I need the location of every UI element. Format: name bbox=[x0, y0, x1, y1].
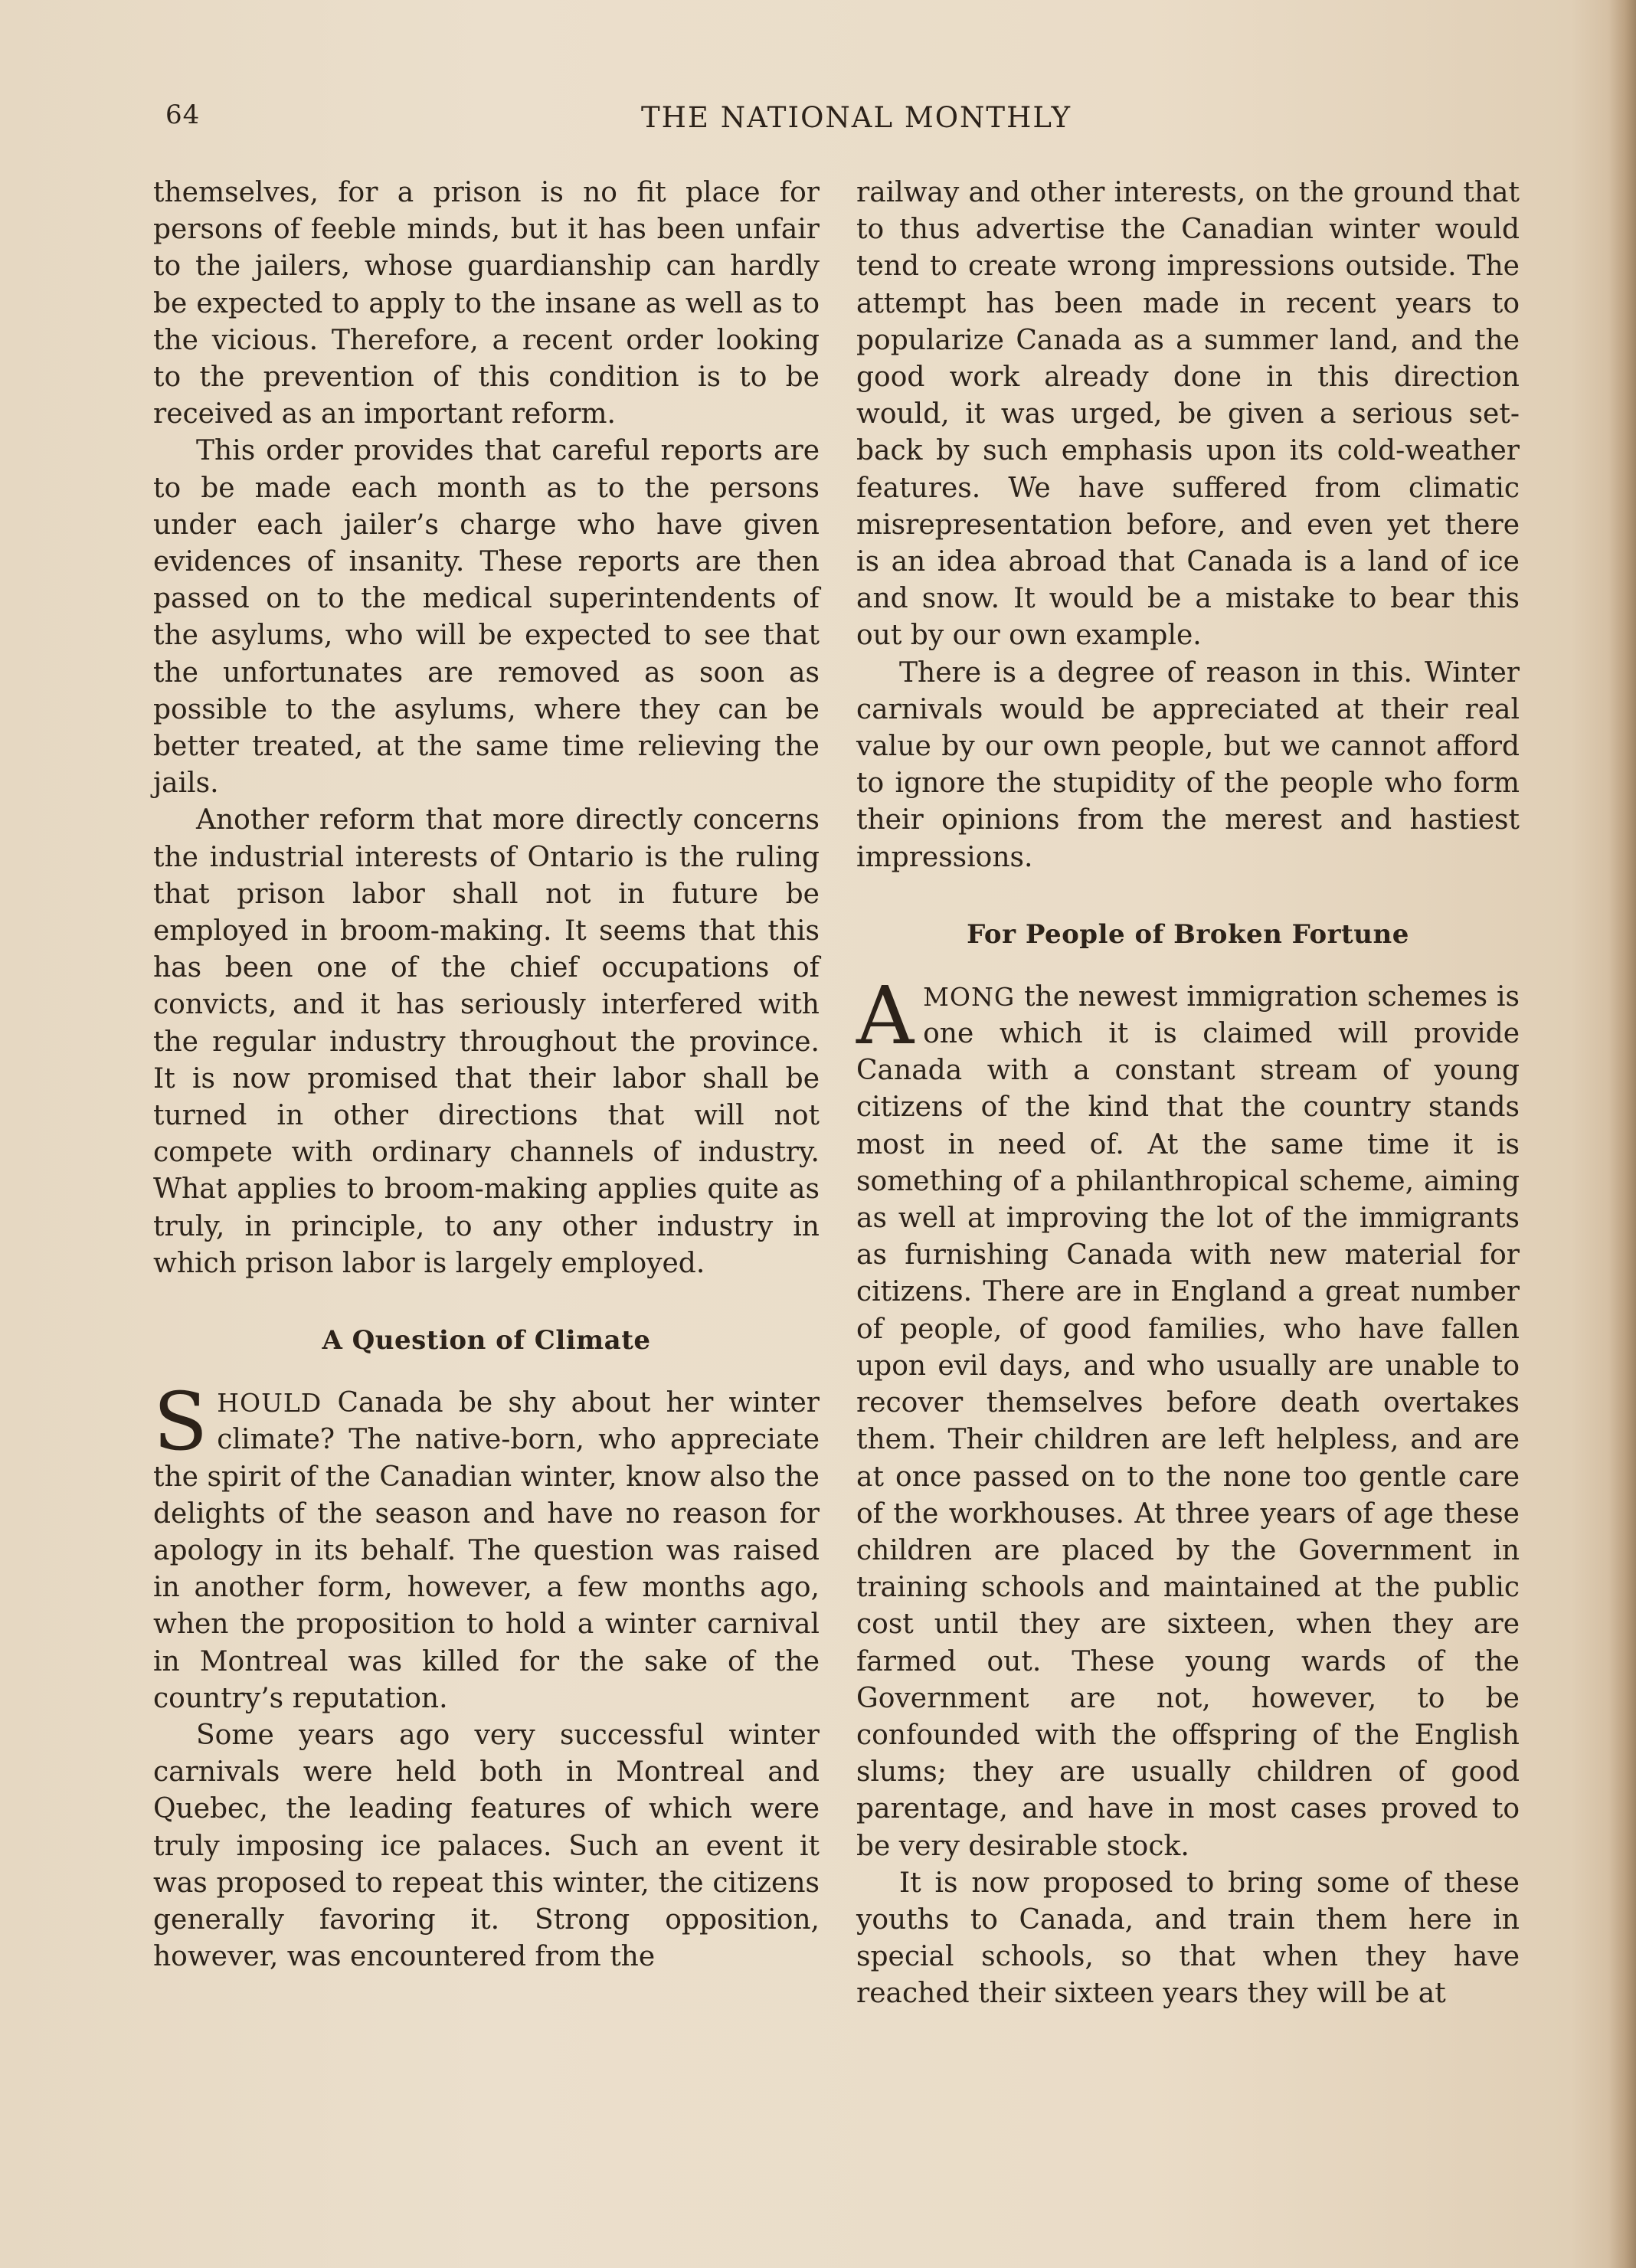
page-edge-shadow bbox=[1608, 0, 1636, 2268]
paragraph-climate-intro bbox=[153, 1375, 820, 1717]
page-number: 64 bbox=[165, 100, 201, 130]
running-head: THE NATIONAL MONTHLY bbox=[640, 101, 1072, 134]
drop-cap-a: A bbox=[856, 968, 915, 1062]
immigration-intro-text: the newest immigration schemes is one which it is claimed will provide Canada with a constant stream of young citizens of the kind that the country stands most in need of. At the same time it is something of a philanthropical scheme, aiming as well at improving the lot of the immigrants as furnishing Canada with new material for citizens. There are in England a great number of people, of good families, who have fallen upon evil days, and who usually are unable to recover themselves before death overtakes them. Their children are left helpless, and are at once passed on to the none too gentle care of the workhouses. At three years of age these children are placed by the Government in training schools and maintained at the public cost until they are sixteen, when they are farmed out. These young wards of the Government are not, however, to be confounded with the offspring of the English slums; they are usually children of good parentage, and have in most cases proved to be very desirable stock. bbox=[856, 980, 1520, 1862]
small-caps-opening: HOULD bbox=[217, 1388, 322, 1419]
paragraph-immigration-intro bbox=[856, 968, 1520, 1865]
paragraph-prison-continued: themselves, for a prison is no fit place for persons of feeble minds, but it has been unfair to the jailers, whose guardianship can hardly be expected to apply to the insane as well as to the vicious. Therefore, a recent order looking to the prevention of this condition is to be received as an important reform. bbox=[153, 177, 820, 430]
paragraph-reason: There is a degree of reason in this. Winter carnivals would be appreciated at their real value by our own people, but we cannot afford to ignore the stupidity of the people who form their opinions from the merest and hastiest impressions. bbox=[856, 656, 1520, 873]
paragraph-reports: This order provides that careful reports are to be made each month as to the persons under each jailer’s charge who have given evidences of insanity. These reports are then passed on to the medical superintendents of the asylums, who will be expected to see that the unfortunates are removed as soon as possible to the asylums, where they can be better treated, at the same time relieving the jails. bbox=[153, 435, 820, 800]
left-column bbox=[153, 175, 820, 1975]
paragraph-broom-making: Another reform that more directly concerns the industrial interests of Ontario is the ruling that prison labor shall not in future be employed in broom-making. It seems that this has been one of the chief occupations of convicts, and it has seriously interfered with the regular industry throughout the province. It is now promised that their labor shall be turned in other directions that will not compete with ordinary channels of industry. What applies to broom-making applies quite as truly, in principle, to any other industry in which prison labor is largely employed. bbox=[153, 804, 820, 1279]
drop-cap-s: S bbox=[153, 1375, 208, 1469]
paragraph-carnivals: Some years ago very successful winter carnivals were held both in Montreal and Quebec, the leading features of which were truly imposing ice palaces. Such an event it was proposed to repeat this winter, the citizens generally favoring it. Strong opposition, however, was encountered from the bbox=[153, 1719, 820, 1973]
paragraph-railway: railway and other interests, on the ground that to thus advertise the Canadian winter would tend to create wrong impressions outside. The attempt has been made in recent years to popularize Canada as a summer land, and the good work already done in this direction would, it was urged, be given a serious set-back by such emphasis upon its cold-weather features. We have suffered from climatic misrepresentation before, and even yet there is an idea abroad that Canada is a land of ice and snow. It would be a mistake to bear this out by our own example. bbox=[856, 177, 1520, 652]
section-heading-climate: A Question of Climate bbox=[322, 1325, 651, 1357]
section-heading-broken-fortune: For People of Broken Fortune bbox=[967, 918, 1409, 950]
right-column bbox=[856, 175, 1520, 2013]
paragraph-proposal: It is now proposed to bring some of these youths to Canada, and train them here in special schools, so that when they have reached their sixteen years they will be at bbox=[856, 1867, 1520, 2010]
climate-intro-text: Canada be shy about her winter climate? The native-born, who appreciate the spirit of the Canadian winter, know also the delights of the season and have no reason for apology in its behalf. The question was raised in another form, however, a few months ago, when the proposition to hold a winter carnival in Montreal was killed for the sake of the country’s reputation. bbox=[153, 1387, 820, 1714]
small-caps-opening-among: MONG bbox=[923, 981, 1016, 1012]
